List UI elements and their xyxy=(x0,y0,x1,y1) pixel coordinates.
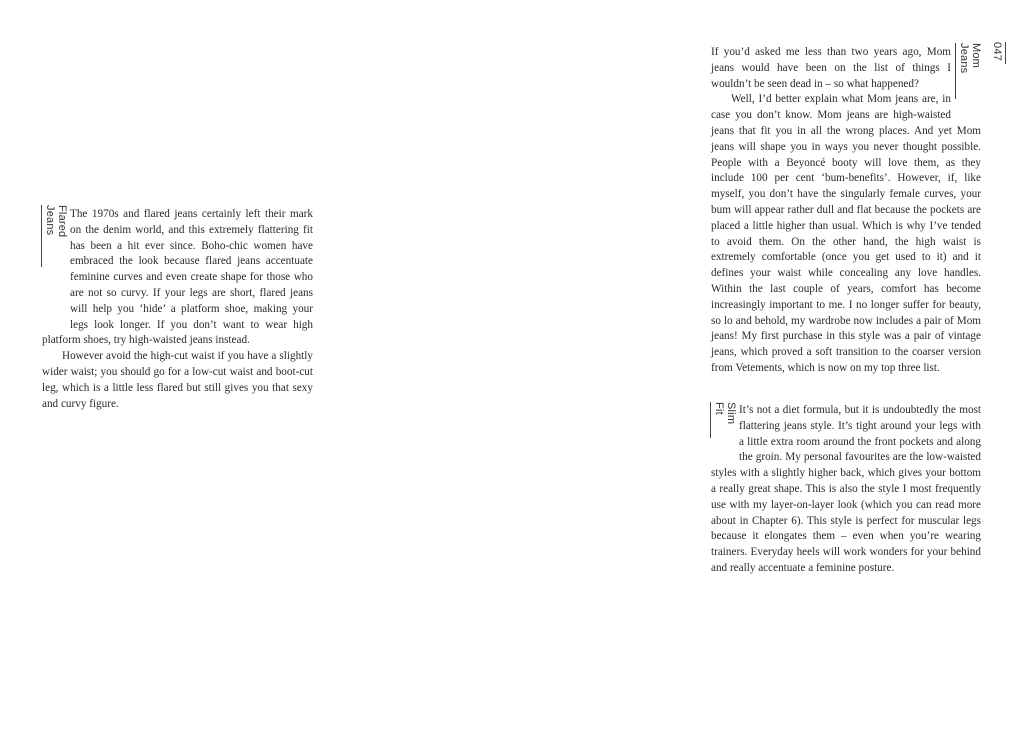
label-gutter xyxy=(951,45,981,120)
flared-jeans-text xyxy=(42,207,313,412)
label-gutter xyxy=(711,403,739,451)
section-label-flared-jeans: Flared Jeans xyxy=(41,205,68,267)
slim-fit-text xyxy=(711,403,981,577)
slim-paragraph-1: It’s not a diet formula, but it is undoubtedly the most flattering jeans style. It’s tight around your legs with a little extra room around the front pockets and along the groin. My personal favourites are the low-waisted styles with a slightly higher back, which gives your bottom a really great shape. This is also the style I most frequently use with my layer-on-layer look (which you can read more about in Chapter 6). This style is perfect for muscular legs because it elongates them – even when you’re wearing trainers. Everyday heels will work wonders for your behind and really accentuate a feminine posture. xyxy=(711,404,981,574)
flared-paragraph-2: However avoid the high-cut waist if you have a slightly wider waist; you should go for a low-cut waist and boot-cut leg, which is a little less flared but still gives you that sexy and curvy figure. xyxy=(42,350,313,410)
mom-jeans-text xyxy=(711,45,981,377)
label-gutter xyxy=(42,207,70,333)
right-page xyxy=(512,0,1024,731)
mom-paragraph-2: Well, I’d better explain what Mom jeans are, in case you don’t know. Mom jeans are high-waisted jeans that fit you in all the wrong places. And yet Mom jeans will shape you in ways you never thought possible. People with a Beyoncé booty will love them, as they include 100 per cent ‘bum-benefits’. However, if, like myself, you don’t have the singularly female curves, your bum will appear rather dull and flat because the pockets are placed a little higher than usual. Which is why I’ve tended to avoid them. On the other hand, the high waist is extremely comfortable (once you get used to it) and it defines your waist while concealing any love handles. Within the last couple of years, comfort has become increasingly important to me. I no longer suffer for beauty, so lo and behold, my wardrobe now includes a pair of Mom jeans! My first purchase in this style was a pair of vintage jeans, which proved a soft transition to the coarser version from Vetements, which is now on my top three list. xyxy=(711,93,981,374)
mom-paragraph-1: If you’d asked me less than two years ago, Mom jeans would have been on the list of things I wouldn’t be seen dead in – so what happened? xyxy=(711,46,951,90)
flared-paragraph-1: The 1970s and flared jeans certainly left their mark on the denim world, and this extremely flattering fit has been a hit ever since. Boho-chic women have embraced the look because flared jeans accentuate feminine curves and even create shape for those who are not so curvy. If your legs are short, flared jeans will help you ‘hide’ a platform shoe, making your legs look longer. If you don’t want to wear high platform shoes, try high-waisted jeans instead. xyxy=(42,208,313,347)
section-label-mom-jeans: Mom Jeans xyxy=(955,43,982,99)
page-number: 047 xyxy=(991,42,1006,64)
section-label-slim-fit: Slim Fit xyxy=(710,402,737,438)
